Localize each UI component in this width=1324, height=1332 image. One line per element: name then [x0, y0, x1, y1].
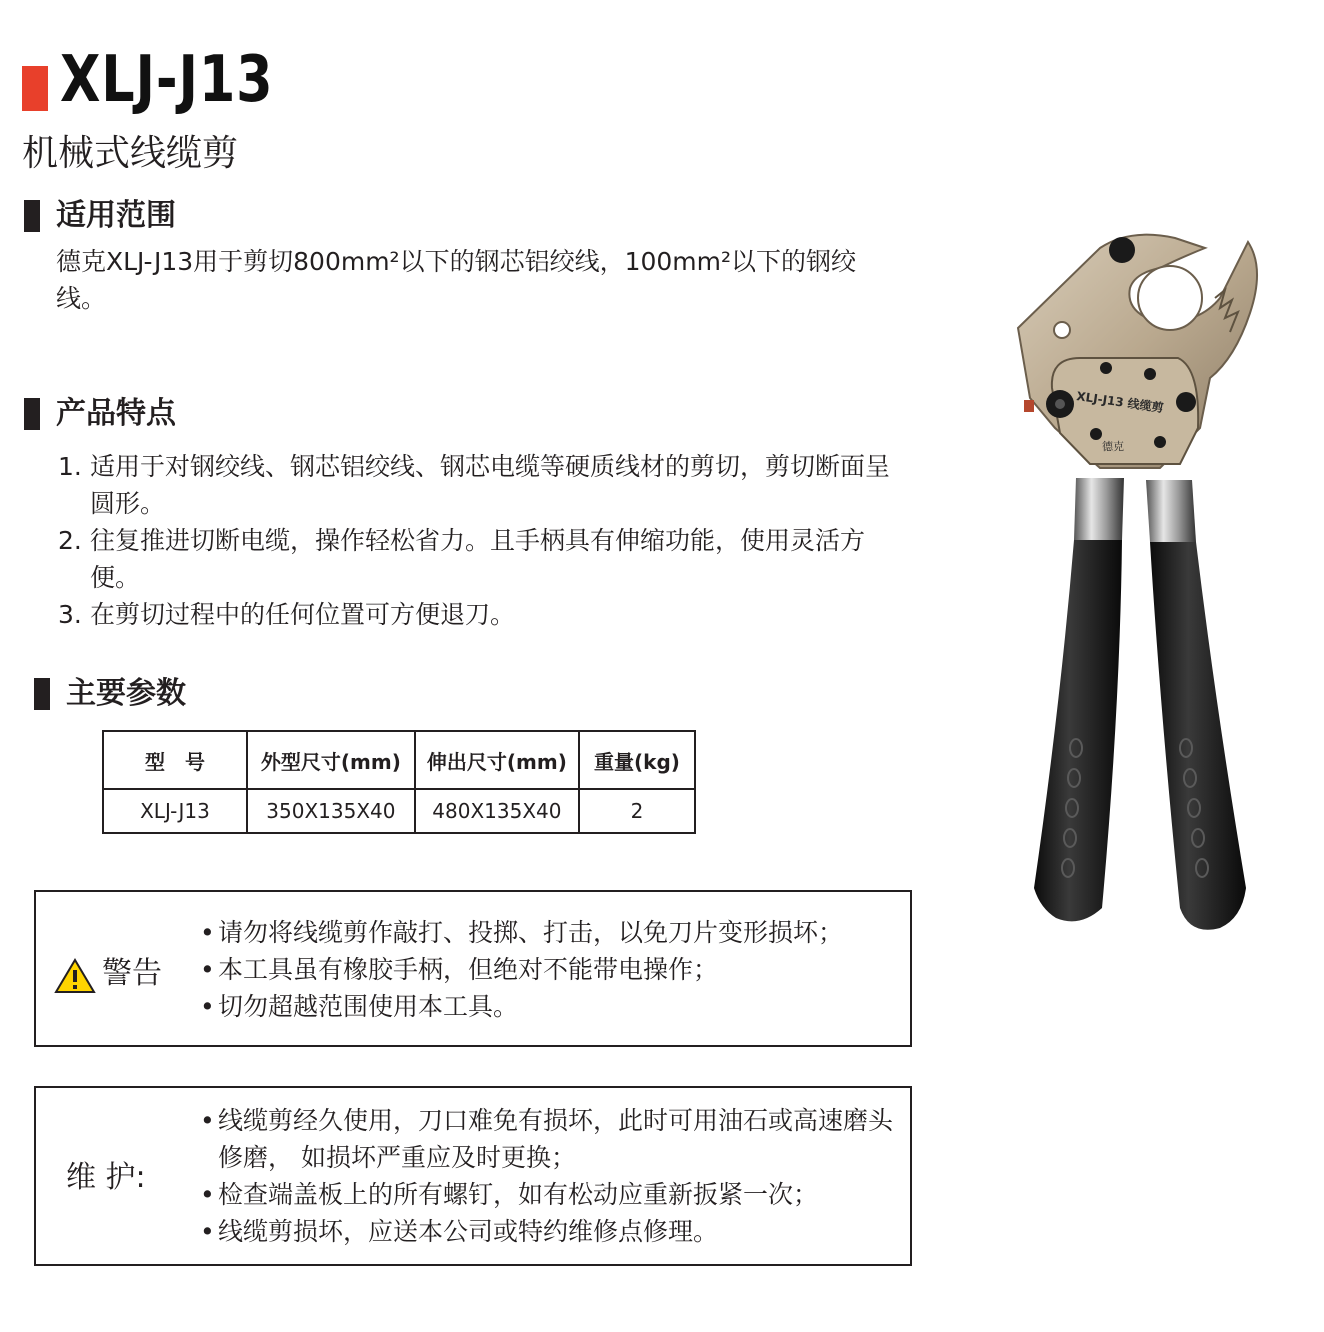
model-title: XLJ-J13 [60, 43, 274, 117]
table-cell: 480X135X40 [415, 789, 579, 833]
feature-number: 2. [58, 526, 82, 555]
section-marker [24, 398, 40, 430]
feature-text: 往复推进切断电缆，操作轻松省力。且手柄具有伸缩功能，使用灵活方便。 [90, 526, 866, 592]
scope-heading-text: 适用范围 [56, 198, 176, 233]
title-accent-bar [22, 66, 48, 111]
maintenance-label: 维 护: [66, 1160, 146, 1195]
table-cell: 2 [579, 789, 695, 833]
warning-item: • 切勿超越范围使用本工具。 [200, 988, 900, 1025]
product-name: 机械式线缆剪 [22, 133, 239, 174]
column-header: 伸出尺寸(mm) [415, 731, 579, 789]
cable-cutter-image [1010, 228, 1280, 938]
column-header: 外型尺寸(mm) [247, 731, 415, 789]
params-heading [34, 674, 186, 714]
warning-box [34, 890, 912, 1047]
column-header: 重量(kg) [579, 731, 695, 789]
maintenance-box [34, 1086, 912, 1266]
feature-text: 在剪切过程中的任何位置可方便退刀。 [90, 600, 516, 629]
table-header-row [103, 731, 695, 789]
plate-text: XLJ-J13 线缆剪 [1075, 389, 1165, 416]
feature-text: 适用于对钢绞线、钢芯铝绞线、钢芯电缆等硬质线材的剪切，剪切断面呈圆形。 [90, 452, 891, 518]
feature-item [58, 448, 898, 522]
feature-number: 1. [58, 452, 82, 481]
maintenance-list [200, 1102, 894, 1250]
warning-item: • 本工具虽有橡胶手柄，但绝对不能带电操作； [200, 951, 900, 988]
features-heading [24, 394, 176, 434]
feature-item [58, 596, 898, 633]
params-table [102, 730, 696, 834]
column-header: 型 号 [103, 731, 247, 789]
maintenance-item: • 线缆剪经久使用，刀口难免有损坏，此时可用油石或高速磨头修磨， 如损坏严重应及时更换； [200, 1102, 894, 1176]
table-cell: XLJ-J13 [103, 789, 247, 833]
table-row [103, 789, 695, 833]
section-marker [34, 678, 50, 710]
feature-number: 3. [58, 600, 82, 629]
plate-logo: 德克 [1102, 440, 1124, 453]
warning-label: 警告 [102, 956, 162, 991]
params-heading-text: 主要参数 [66, 676, 186, 711]
warning-item: • 请勿将线缆剪作敲打、投掷、打击，以免刀片变形损坏； [200, 914, 900, 951]
maintenance-item: • 检查端盖板上的所有螺钉，如有松动应重新扳紧一次； [200, 1176, 894, 1213]
scope-text: 德克XLJ-J13用于剪切800mm²以下的钢芯铝绞线，100mm²以下的钢绞线。 [56, 247, 857, 313]
warning-list [200, 914, 900, 1025]
warning-triangle-icon [54, 958, 96, 998]
features-heading-text: 产品特点 [56, 396, 176, 431]
section-marker [24, 200, 40, 232]
scope-heading [24, 196, 176, 236]
maintenance-item: • 线缆剪损坏，应送本公司或特约维修点修理。 [200, 1213, 894, 1250]
feature-list [58, 448, 898, 633]
table-cell: 350X135X40 [247, 789, 415, 833]
feature-item [58, 522, 898, 596]
